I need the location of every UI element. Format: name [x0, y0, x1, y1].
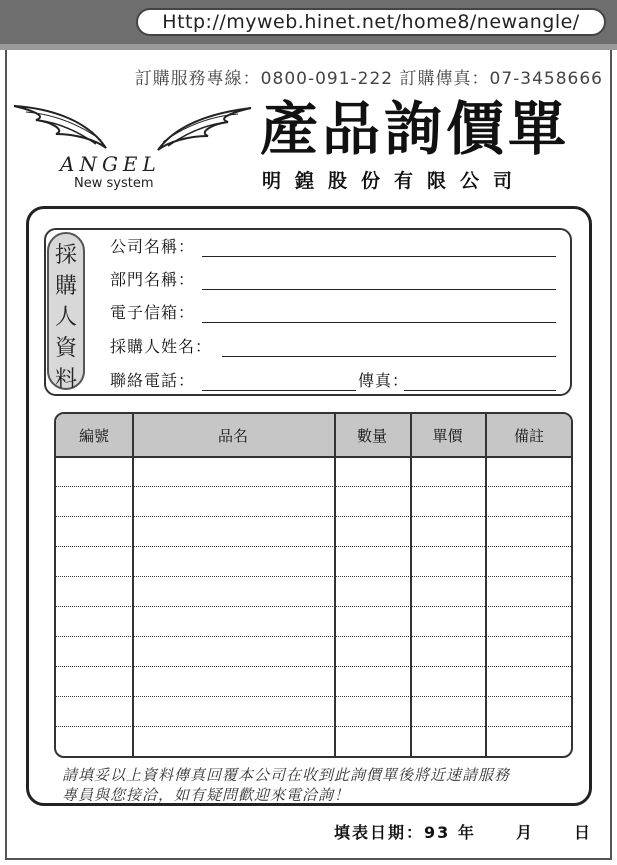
column-divider: [485, 414, 487, 756]
buyer-name-field[interactable]: [222, 356, 556, 357]
company-name-field[interactable]: [202, 256, 556, 257]
tab-char: 採: [54, 243, 77, 268]
column-header-number: 編號: [78, 426, 109, 445]
phone-label: 聯絡電話：: [110, 371, 196, 390]
department-label: 部門名稱：: [110, 270, 196, 289]
buyer-name-label: 採購人姓名：: [110, 337, 213, 356]
column-header-remarks: 備註: [513, 426, 544, 445]
top-bar: [0, 0, 617, 50]
tab-char: 購: [54, 274, 77, 299]
table-row: [56, 486, 571, 487]
email-field[interactable]: [202, 322, 556, 323]
buyer-info-tab: [47, 232, 85, 390]
column-divider: [334, 414, 336, 756]
table-row: [56, 516, 571, 517]
url-badge[interactable]: Http://myweb.hinet.net/home8/newangle/: [136, 8, 606, 36]
table-row: [56, 636, 571, 637]
brand-subtitle: New system: [74, 176, 154, 191]
column-header-price: 單價: [432, 426, 463, 445]
table-row: [56, 606, 571, 607]
hotline-text: 訂購服務專線：0800-091-222 訂購傳真：07-3458666: [134, 69, 603, 89]
email-label: 電子信箱：: [110, 303, 196, 322]
instruction-note-line1: 請填妥以上資料傳真回覆本公司在收到此詢價單後將近速請服務: [62, 766, 511, 784]
date-label: 填表日期：93 年: [334, 823, 476, 842]
page-title: 產品詢價單: [260, 95, 571, 163]
column-divider: [132, 414, 134, 756]
table-row: [56, 666, 571, 667]
instruction-note-line2: 專員與您接洽，如有疑問歡迎來電洽詢！: [62, 786, 351, 804]
fax-field[interactable]: [404, 390, 556, 391]
inquiry-table: [54, 412, 573, 758]
table-row: [56, 726, 571, 727]
table-row: [56, 696, 571, 697]
tab-char: 人: [54, 305, 77, 330]
company-name: 明鍠股份有限公司: [262, 170, 527, 192]
table-row: [56, 546, 571, 547]
tab-char: 資: [54, 336, 77, 361]
brand-name: ANGEL: [60, 152, 161, 176]
company-name-label: 公司名稱：: [110, 237, 196, 256]
date-day: 日: [574, 823, 591, 842]
table-row: [56, 576, 571, 577]
column-header-product: 品名: [217, 426, 248, 445]
tab-char: 料: [54, 367, 77, 392]
column-divider: [410, 414, 412, 756]
fax-label: 傳真：: [358, 371, 410, 390]
date-month: 月: [516, 823, 533, 842]
phone-field[interactable]: [202, 390, 356, 391]
department-field[interactable]: [202, 289, 556, 290]
column-header-quantity: 數量: [356, 426, 387, 445]
